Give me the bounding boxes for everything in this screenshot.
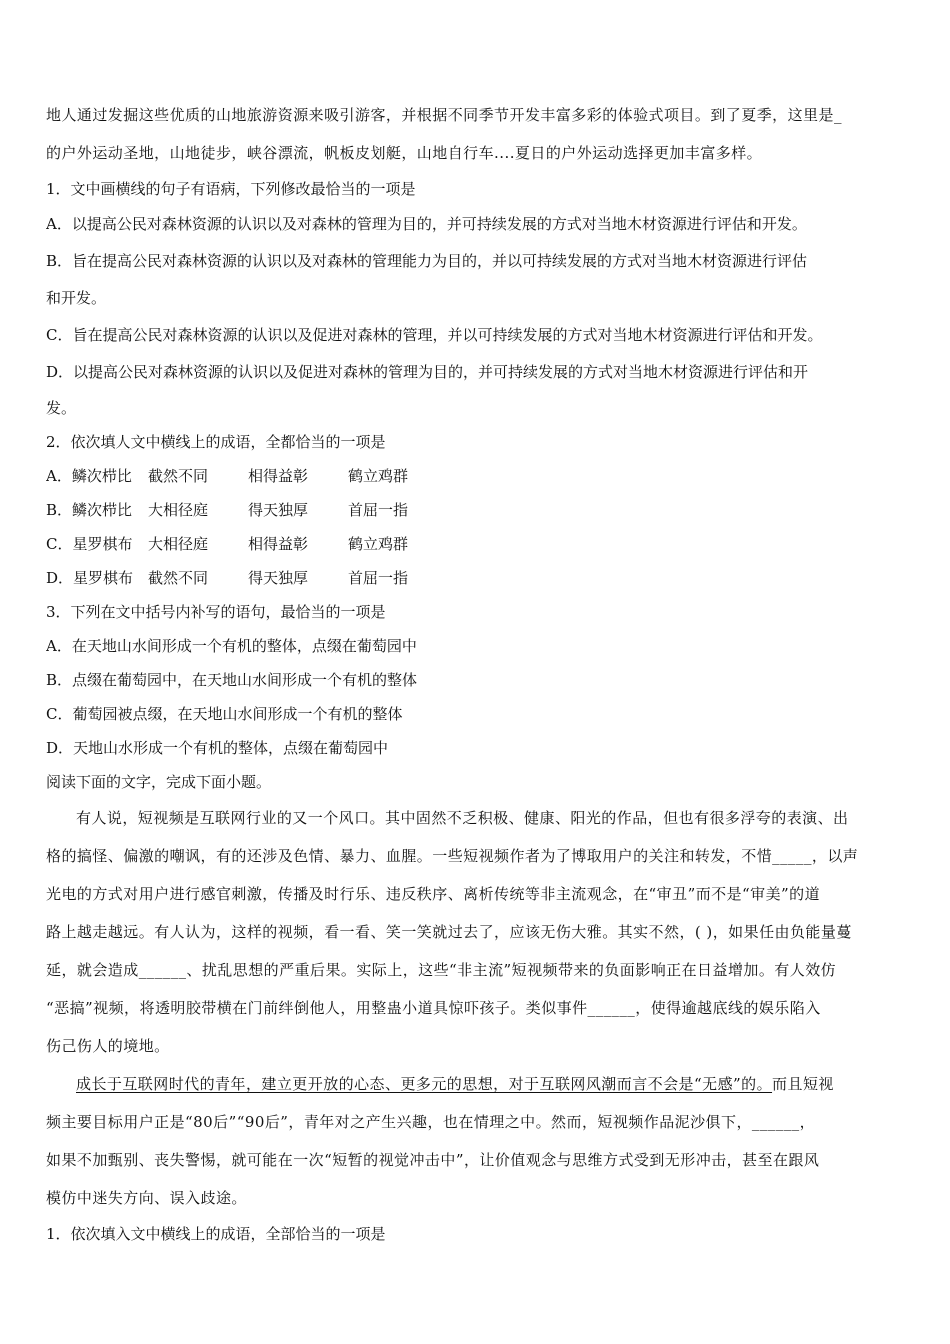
option-word: B．鳞次栉比 [46,501,133,519]
option-word: 相得益彰 [248,467,309,485]
option-word: 首屈一指 [348,569,409,587]
question-3-option-d: D．天地山水形成一个有机的整体，点缀在葡萄园中 [46,739,389,757]
option-word: 大相径庭 [148,535,209,553]
question-3-option-a: A．在天地山水间形成一个有机的整体，点缀在葡萄园中 [46,637,417,655]
passage-line: 如果不加甄别、丧失警惕，就可能在一次“短暂的视觉冲击中”，让价值观念与思维方式受到无形冲击，甚至在跟风 [46,1151,820,1169]
intro-line-1: 地人通过发掘这些优质的山地旅游资源来吸引游客，并根据不同季节开发丰富多彩的体验式项目。到了夏季，这里是_ [46,106,842,124]
option-word: C．星罗棋布 [46,535,133,553]
passage-line: 光电的方式对用户进行感官刺激，传播及时行乐、违反秩序、离析传统等非主流观念，在“审丑”而不是“审美”的道 [46,885,821,903]
passage-line: “恶搞”视频，将透明胶带横在门前绊倒他人，用整蛊小道具惊吓孩子。类似事件______，使得逾越底线的娱乐陷入 [46,999,821,1017]
document-page [46,96,908,1251]
option-word: 首屈一指 [348,501,409,519]
question-3-stem: 3．下列在文中括号内补写的语句，最恰当的一项是 [46,603,386,621]
question-3-option-c: C．葡萄园被点缀，在天地山水间形成一个有机的整体 [46,705,403,723]
passage-line: 伤己伤人的境地。 [46,1037,170,1055]
intro-line-2: 的户外运动圣地，山地徒步，峡谷漂流，帆板皮划艇，山地自行车....夏日的户外运动选择更加丰富多样。 [46,144,763,162]
underlined-sentence: 成长于互联网时代的青年，建立更开放的心态、更多元的思想，对于互联网风潮而言不会是“无感”的。 [76,1075,773,1093]
question-3-option-b: B．点缀在葡萄园中，在天地山水间形成一个有机的整体 [46,671,418,689]
option-word: D．星罗棋布 [46,569,134,587]
option-word: 得天独厚 [248,569,309,587]
question-2-option-c [46,527,908,561]
question-2-option-a [46,459,908,493]
passage-text: 而且短视 [772,1075,834,1093]
option-word: 得天独厚 [248,501,309,519]
passage-line [46,1065,908,1103]
question-1-option-c: C．旨在提高公民对森林资源的认识以及促进对森林的管理，并以可持续发展的方式对当地木材资源进行评估和开发。 [46,326,823,344]
option-word: 截然不同 [148,569,209,587]
passage-line: 路上越走越远。有人认为，这样的视频，看一看、笑一笑就过去了，应该无伤大雅。其实不然，( )，如果任由负能量蔓 [46,923,852,941]
passage-line: 模仿中迷失方向、误入歧途。 [46,1189,247,1207]
question-1-stem: 1．文中画横线的句子有语病，下列修改最恰当的一项是 [46,180,416,198]
option-word: 鹤立鸡群 [348,467,409,485]
question-1-option-a: A．以提高公民对森林资源的认识以及对森林的管理为目的，并可持续发展的方式对当地木材资源进行评估和开发。 [46,215,807,233]
passage-line: 延，就会造成______、扰乱思想的严重后果。实际上，这些“非主流”短视频带来的负面影响正在日益增加。有人效仿 [46,961,837,979]
question-2-option-b [46,493,908,527]
question-1-option-d: D．以提高公民对森林资源的认识以及促进对森林的管理为目的，并可持续发展的方式对当地木材资源进行评估和开 [46,363,809,381]
reading-heading: 阅读下面的文字，完成下面小题。 [46,773,272,791]
option-word: 相得益彰 [248,535,309,553]
passage-line: 频主要目标用户正是“80后”“90后”，青年对之产生兴趣，也在情理之中。然而，短视频作品泥沙俱下，______， [46,1113,816,1131]
option-word: 大相径庭 [148,501,209,519]
option-word: 鹤立鸡群 [348,535,409,553]
passage-line: 有人说，短视频是互联网行业的又一个风口。其中固然不乏积极、健康、阳光的作品，但也有很多浮夸的表演、出 [76,809,849,827]
option-word: 截然不同 [148,467,209,485]
option-word: A．鳞次栉比 [46,467,132,485]
question-2-option-d [46,561,908,595]
passage-line: 格的搞怪、偏激的嘲讽，有的还涉及色情、暴力、血腥。一些短视频作者为了博取用户的关注和转发，不惜_____，以声 [46,847,859,865]
question-1-option-d-cont: 发。 [46,399,77,417]
question-1-option-b-cont: 和开发。 [46,289,107,307]
question-1-option-b: B．旨在提高公民对森林资源的认识以及对森林的管理能力为目的，并以可持续发展的方式对当地木材资源进行评估 [46,252,808,270]
question-4-stem: 1．依次填入文中横线上的成语，全部恰当的一项是 [46,1225,386,1243]
question-2-stem: 2．依次填人文中横线上的成语，全都恰当的一项是 [46,433,386,451]
